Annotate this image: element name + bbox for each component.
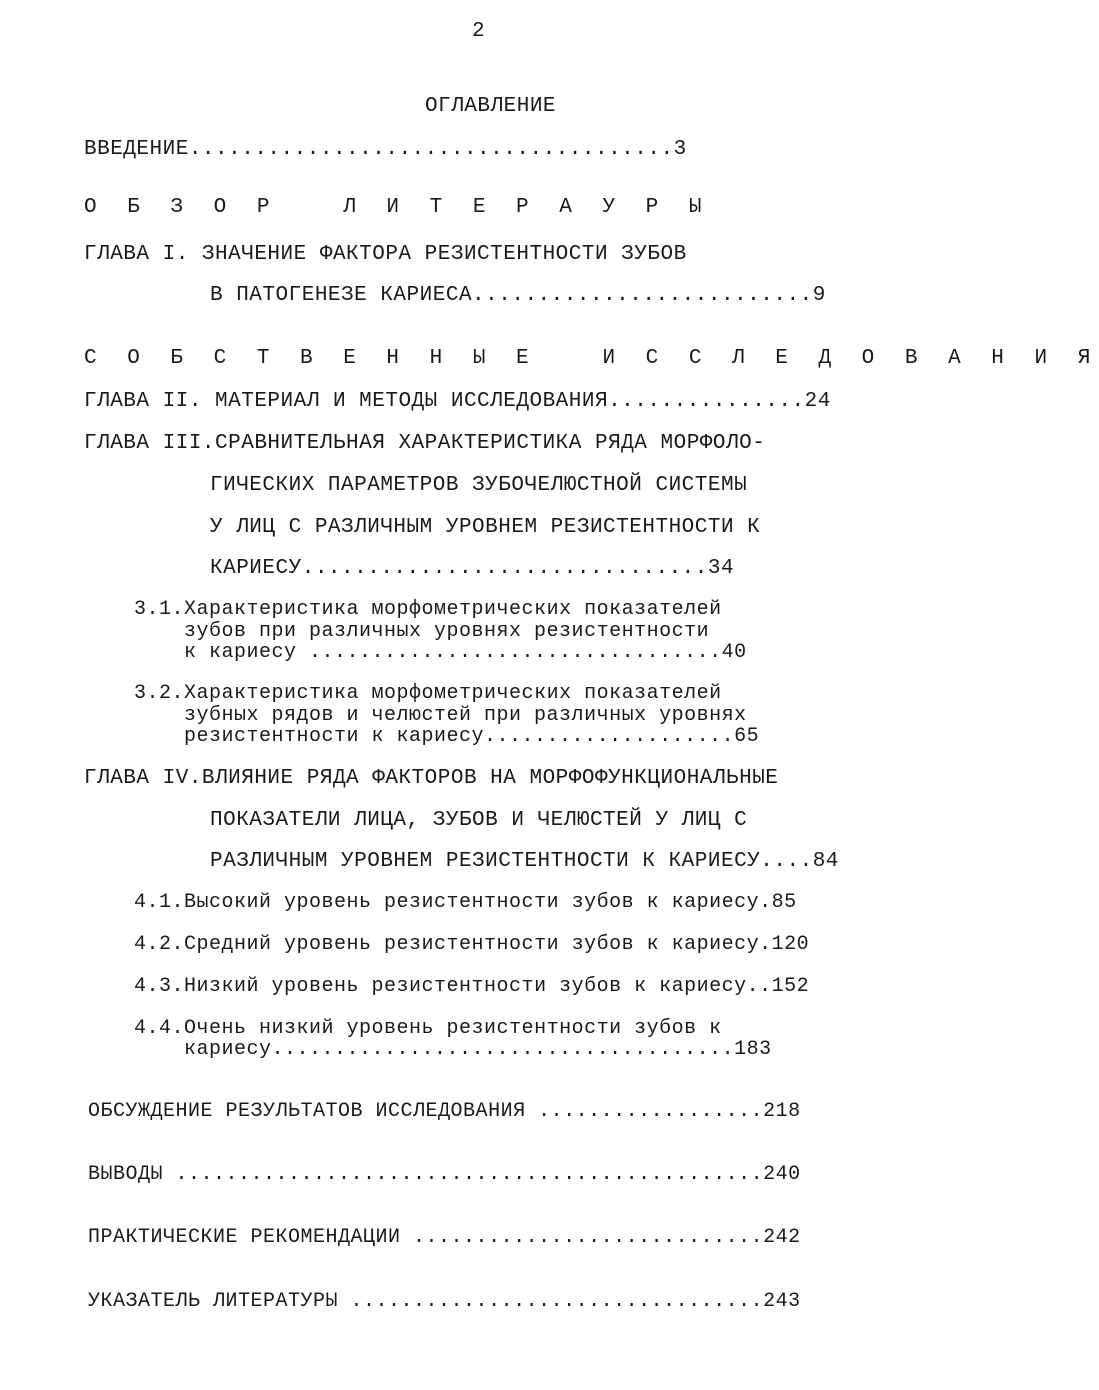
toc-entry-4-4-cont: кариесу.....................................183 <box>184 1038 772 1061</box>
section-heading-own-research: С О Б С Т В Е Н Н Ы Е И С С Л Е Д О В А Н И Я <box>84 347 1099 370</box>
toc-entry-4-4: 4.4.Очень низкий уровень резистентности зубов к <box>134 1017 722 1040</box>
toc-entry-4-1: 4.1.Высокий уровень резистентности зубов к кариесу.85 <box>134 891 797 914</box>
toc-entry-3-2: 3.2.Характеристика морфометрических показателей <box>134 682 722 705</box>
toc-entry-4-3: 4.3.Низкий уровень резистентности зубов к кариесу..152 <box>134 975 810 998</box>
toc-entry-3-1: 3.1.Характеристика морфометрических показателей <box>134 598 722 621</box>
toc-entry-chapter-4-cont: РАЗЛИЧНЫМ УРОВНЕМ РЕЗИСТЕНТНОСТИ К КАРИЕСУ....84 <box>210 850 839 873</box>
toc-entry-chapter-1: ГЛАВА I. ЗНАЧЕНИЕ ФАКТОРА РЕЗИСТЕНТНОСТИ ЗУБОВ <box>84 243 687 266</box>
toc-entry-4-2: 4.2.Средний уровень резистентности зубов к кариесу.120 <box>134 933 810 956</box>
toc-entry-chapter-3: ГЛАВА III.СРАВНИТЕЛЬНАЯ ХАРАКТЕРИСТИКА РЯДА МОРФОЛО- <box>84 432 766 455</box>
toc-entry-chapter-2: ГЛАВА II. МАТЕРИАЛ И МЕТОДЫ ИССЛЕДОВАНИЯ...............24 <box>84 390 831 413</box>
toc-entry-3-1-cont: к кариесу .................................40 <box>184 641 747 664</box>
section-heading-literature-review: О Б З О Р Л И Т Е Р А У Р Ы <box>84 196 711 219</box>
toc-entry-chapter-3-cont: У ЛИЦ С РАЗЛИЧНЫМ УРОВНЕМ РЕЗИСТЕНТНОСТИ К <box>210 516 761 539</box>
toc-entry-recommendations: ПРАКТИЧЕСКИЕ РЕКОМЕНДАЦИИ ............................242 <box>88 1226 801 1249</box>
toc-entry-chapter-3-cont: КАРИЕСУ...............................34 <box>210 557 735 580</box>
toc-entry-3-2-cont: зубных рядов и челюстей при различных уровнях <box>184 704 747 727</box>
toc-entry-references: УКАЗАТЕЛЬ ЛИТЕРАТУРЫ .................................243 <box>88 1290 801 1313</box>
toc-entry-conclusions: ВЫВОДЫ ...............................................240 <box>88 1163 801 1186</box>
toc-entry-chapter-1-cont: В ПАТОГЕНЕЗЕ КАРИЕСА..........................9 <box>210 284 826 307</box>
page-title: ОГЛАВЛЕНИЕ <box>425 95 557 118</box>
toc-entry-3-1-cont: зубов при различных уровнях резистентности <box>184 620 710 643</box>
toc-entry-chapter-4-cont: ПОКАЗАТЕЛИ ЛИЦА, ЗУБОВ И ЧЕЛЮСТЕЙ У ЛИЦ С <box>210 809 748 832</box>
toc-entry-chapter-3-cont: ГИЧЕСКИХ ПАРАМЕТРОВ ЗУБОЧЕЛЮСТНОЙ СИСТЕМЫ <box>210 474 748 497</box>
toc-entry-3-2-cont: резистентности к кариесу....................65 <box>184 725 760 748</box>
toc-entry-introduction: ВВЕДЕНИЕ.....................................3 <box>84 138 687 161</box>
page-number: 2 <box>472 20 485 43</box>
toc-entry-discussion: ОБСУЖДЕНИЕ РЕЗУЛЬТАТОВ ИССЛЕДОВАНИЯ ..................218 <box>88 1100 801 1123</box>
toc-entry-chapter-4: ГЛАВА IV.ВЛИЯНИЕ РЯДА ФАКТОРОВ НА МОРФОФУНКЦИОНАЛЬНЫЕ <box>84 767 779 790</box>
